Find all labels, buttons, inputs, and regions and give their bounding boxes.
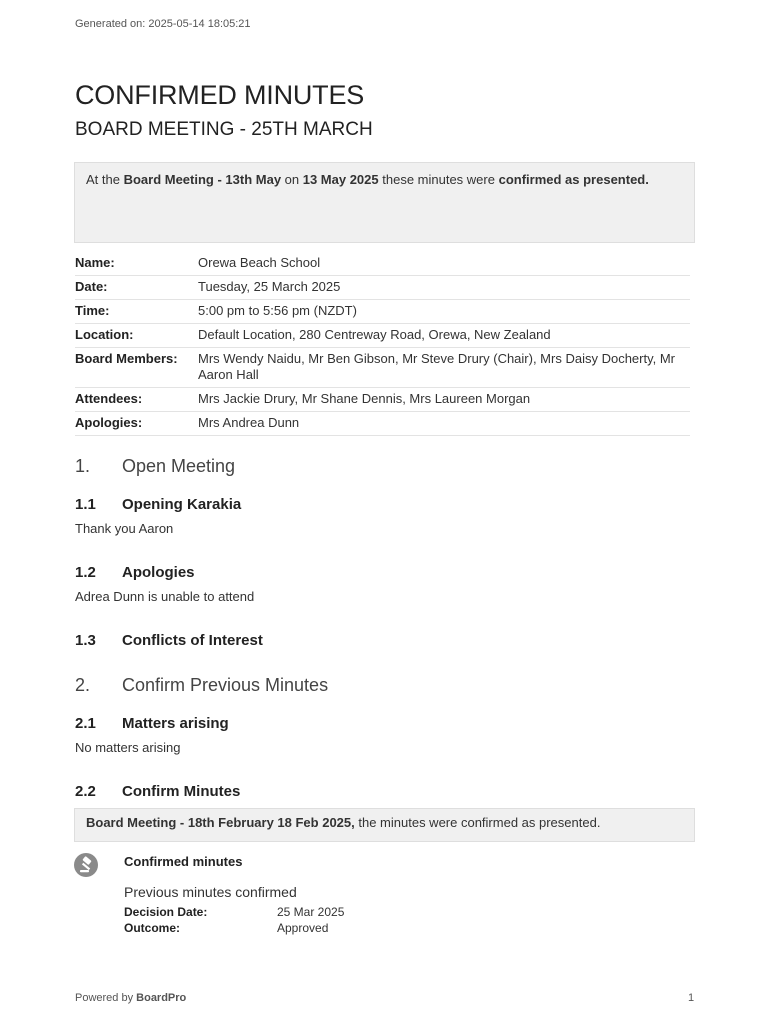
meta-value: Mrs Andrea Dunn [198,412,690,436]
section-title: Confirm Previous Minutes [122,675,329,695]
meta-row-board-members [75,348,690,388]
meta-row-apologies [75,412,690,436]
page-title: CONFIRMED MINUTES [75,80,365,110]
meta-label: Board Members: [75,348,198,388]
section-number: 1. [75,456,91,476]
confirmation-on: on [281,172,303,187]
meta-label: Location: [75,324,198,348]
item-heading-2-2 [75,783,240,800]
previous-minutes-rest: the minutes were confirmed as presented. [354,815,601,830]
meta-value: Orewa Beach School [198,252,690,276]
generated-timestamp: Generated on: 2025-05-14 18:05:21 [75,18,251,30]
section-heading-1 [75,456,235,477]
meta-label: Apologies: [75,412,198,436]
meta-label: Name: [75,252,198,276]
section-number: 2. [75,675,91,695]
meta-value: Mrs Jackie Drury, Mr Shane Dennis, Mrs Laureen Morgan [198,388,690,412]
item-title: Confirm Minutes [122,783,241,800]
meta-label: Time: [75,300,198,324]
decision-outcome-label: Outcome: [124,921,181,935]
decision-outcome-value: Approved [277,921,329,935]
item-title: Conflicts of Interest [122,632,263,649]
item-title: Matters arising [122,715,229,732]
decision-date-label: Decision Date: [124,905,208,919]
item-heading-2-1 [75,715,229,732]
item-text-2-1: No matters arising [75,740,181,755]
meta-row-location [75,324,690,348]
meta-value: 5:00 pm to 5:56 pm (NZDT) [198,300,690,324]
item-number: 1.3 [75,632,96,649]
meta-label: Attendees: [75,388,198,412]
decision-date-value: 25 Mar 2025 [277,905,345,919]
meta-value: Mrs Wendy Naidu, Mr Ben Gibson, Mr Steve Drury (Chair), Mrs Daisy Docherty, Mr Aaron Hall [198,348,690,388]
gavel-icon [74,853,98,877]
confirmation-date: 13 May 2025 [302,172,379,187]
section-title: Open Meeting [122,456,236,476]
meta-row-time [75,300,690,324]
previous-minutes-box [74,808,695,842]
page-subtitle: BOARD MEETING - 25TH MARCH [75,119,373,140]
item-heading-1-3 [75,632,263,649]
item-title: Opening Karakia [122,496,242,513]
confirmation-meeting: Board Meeting - 13th May [123,172,282,187]
previous-minutes-meeting: Board Meeting - 18th February 18 Feb 2025, [86,815,355,830]
decision-outcome-row [124,921,328,935]
confirmation-prefix: At the [86,172,124,187]
confirmation-middle: these minutes were [378,172,499,187]
meta-row-attendees [75,388,690,412]
meeting-details-table [75,252,690,436]
item-number: 2.2 [75,783,96,800]
item-text-1-2: Adrea Dunn is unable to attend [75,589,255,604]
section-heading-2 [75,675,328,696]
page-number: 1 [688,992,695,1004]
decision-title: Confirmed minutes [124,854,243,869]
item-text-1-1: Thank you Aaron [75,521,174,536]
decision-text: Previous minutes confirmed [124,884,297,900]
meta-value: Tuesday, 25 March 2025 [198,276,690,300]
item-heading-1-1 [75,496,241,513]
item-number: 1.2 [75,564,96,581]
footer-powered-by [75,992,186,1004]
footer-powered-text: Powered by [75,992,137,1004]
decision-date-row [124,905,344,919]
meta-label: Date: [75,276,198,300]
item-number: 2.1 [75,715,96,732]
item-number: 1.1 [75,496,96,513]
item-heading-1-2 [75,564,195,581]
confirmation-status: confirmed as presented. [498,172,649,187]
meta-row-date [75,276,690,300]
meta-value: Default Location, 280 Centreway Road, Orewa, New Zealand [198,324,690,348]
meta-row-name [75,252,690,276]
footer-brand: BoardPro [136,992,187,1004]
item-title: Apologies [122,564,195,581]
confirmation-notice [74,162,695,243]
